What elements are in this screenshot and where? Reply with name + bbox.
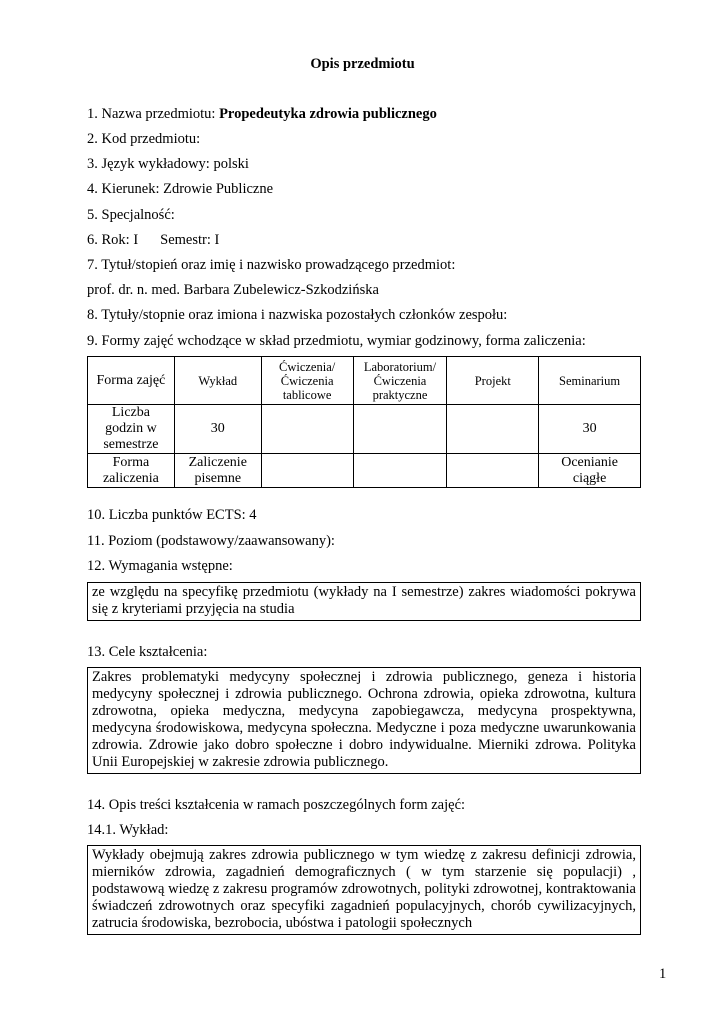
- header-line: Ćwiczenia: [280, 373, 334, 388]
- table-header-cell: Forma zajęć: [88, 357, 175, 405]
- table-cell: 30: [174, 405, 261, 454]
- table-header-cell: Projekt: [447, 357, 539, 405]
- header-line: Ćwiczenia/: [279, 359, 336, 374]
- header-line: Ćwiczenia: [373, 373, 427, 388]
- lecturer-name: prof. dr. n. med. Barbara Zubelewicz-Szkodzińska: [87, 282, 379, 298]
- prerequisites-heading: 12. Wymagania wstępne:: [87, 558, 233, 574]
- table-cell: [261, 405, 353, 454]
- row-label-cell: [88, 405, 175, 454]
- table-row: [88, 405, 641, 454]
- course-name-label: 1. Nazwa przedmiotu:: [87, 106, 220, 122]
- cell-line: ciągłe: [572, 470, 607, 486]
- year-text: 6. Rok: I: [87, 232, 139, 248]
- table-header-cell: Wykład: [174, 357, 261, 405]
- table-cell: [447, 405, 539, 454]
- table-cell: [353, 454, 447, 488]
- semester-text: Semestr: I: [160, 232, 220, 248]
- header-line: praktyczne: [372, 387, 428, 402]
- cell-line: Zaliczenie: [188, 454, 247, 470]
- lecture-description-box: Wykłady obejmują zakres zdrowia publicznego w tym wiedzę z zakresu definicji zdrowia, mierników zdrowia, zagadnień demograficznych ( w tym starzenie się populacji) , podstawową wiedzę z zakresu programów zdrowotnych, polityki zdrowotnej, kontraktowania świadczeń zdrowotnych oraz specyfiki zagadnień populacyjnych, chorób cywilizacyjnych, zatrucia środowiska, bezrobocia, ubóstwa i patologii społecznych: [87, 845, 641, 935]
- course-code-line: 2. Kod przedmiotu:: [87, 131, 201, 147]
- year-semester-line: [87, 231, 219, 249]
- prerequisites-box: ze względu na specyfikę przedmiotu (wykłady na I semestrze) zakres wiadomości pokrywa się z kryteriami przyjęcia na studia: [87, 582, 641, 621]
- label-line: zaliczenia: [102, 470, 159, 486]
- header-line: Laboratorium/: [363, 359, 437, 374]
- header-line: tablicowe: [282, 387, 332, 402]
- specialization-line: 5. Specjalność:: [87, 207, 175, 223]
- learning-goals-heading: 13. Cele kształcenia:: [87, 644, 208, 660]
- table-cell: [261, 454, 353, 488]
- table-header-cell: [353, 357, 447, 405]
- table-header-row: [88, 357, 641, 405]
- lecturer-heading: 7. Tytuł/stopień oraz imię i nazwisko prowadzącego przedmiot:: [87, 257, 456, 273]
- table-cell: [353, 405, 447, 454]
- content-description-heading: 14. Opis treści kształcenia w ramach poszczególnych form zajęć:: [87, 797, 466, 813]
- cell-line: pisemne: [194, 470, 242, 486]
- row-label-cell: [88, 454, 175, 488]
- table-cell: [539, 454, 641, 488]
- table-header-cell: [261, 357, 353, 405]
- table-row: [88, 454, 641, 488]
- table-cell: 30: [539, 405, 641, 454]
- label-line: semestrze: [103, 437, 159, 452]
- ects-line: 10. Liczba punktów ECTS: 4: [87, 507, 257, 523]
- document-title: Opis przedmiotu: [310, 56, 415, 72]
- field-of-study-line: 4. Kierunek: Zdrowie Publiczne: [87, 181, 274, 197]
- table-cell: [447, 454, 539, 488]
- class-forms-heading: 9. Formy zajęć wchodzące w skład przedmiotu, wymiar godzinowy, forma zaliczenia:: [87, 333, 586, 349]
- table-header-cell: Seminarium: [539, 357, 641, 405]
- level-line: 11. Poziom (podstawowy/zaawansowany):: [87, 533, 335, 549]
- team-members-heading: 8. Tytuły/stopnie oraz imiona i nazwiska pozostałych członków zespołu:: [87, 307, 508, 323]
- label-line: Liczba: [111, 405, 150, 420]
- table-cell: [174, 454, 261, 488]
- language-line: 3. Język wykładowy: polski: [87, 156, 249, 172]
- learning-goals-box: Zakres problematyki medycyny społecznej i zdrowia publicznego, geneza i historia medycyny społecznej i zdrowia publicznego. Ochrona zdrowia, opieka zdrowotna, kultura zdrowotna, opieka medyczna, medycyna zapobiegawcza, medycyna prospektywna, medycyna środowiskowa, medycyna społeczna. Medyczne i poza medyczne uwarunkowania zdrowia. Zdrowie jako dobro społeczne i dobro indywidualne. Mierniki zdrowa. Polityka Unii Europejskiej w zakresie zdrowia publicznego.: [87, 667, 641, 774]
- class-forms-table: [87, 356, 641, 488]
- course-name-line: [87, 105, 437, 123]
- page-number: 1: [659, 966, 667, 982]
- course-name-value: Propedeutyka zdrowia publicznego: [219, 106, 437, 122]
- cell-line: Ocenianie: [561, 454, 618, 470]
- label-line: Forma: [112, 454, 150, 470]
- lecture-heading: 14.1. Wykład:: [87, 822, 169, 838]
- label-line: godzin w: [105, 421, 157, 436]
